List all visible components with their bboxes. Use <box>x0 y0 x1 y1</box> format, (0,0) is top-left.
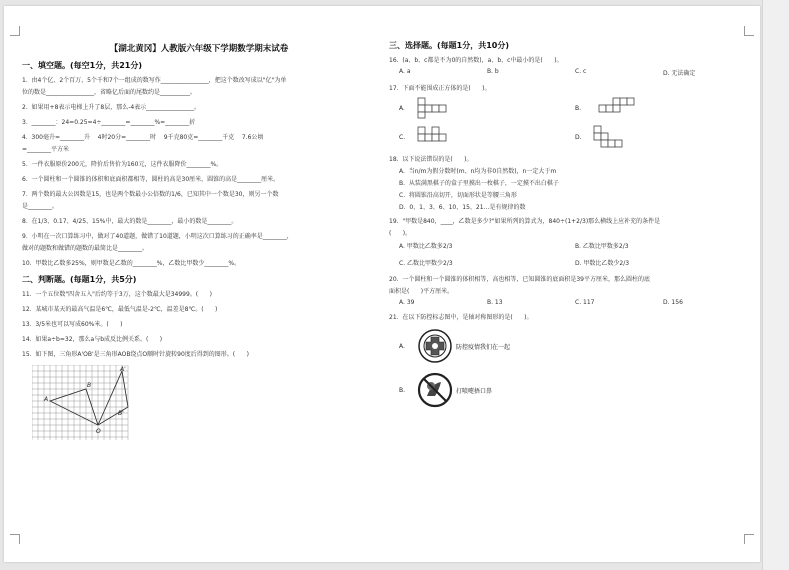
margin-mark <box>10 534 20 544</box>
option-a-label: A. <box>399 104 405 112</box>
label-o: O <box>96 428 101 435</box>
option-b-caption: 打喷嚏捂口鼻 <box>456 387 493 395</box>
label-a: A <box>44 396 49 403</box>
cube-net-d-icon <box>593 125 633 149</box>
question-7-cont: 是________。 <box>22 203 59 210</box>
question-20: 20. 一个圆柱和一个圆锥的体积相等，高也相等，已知圆锥的底面积是39平方厘米，那么圆柱的底 <box>389 276 650 283</box>
option-c <box>399 125 575 149</box>
option-d-label: D. <box>575 133 582 141</box>
option-d: D. 0、1、3、6、10、15、21…是有规律的数 <box>399 204 526 211</box>
question-4-cont: =________平方米 <box>22 146 70 153</box>
question-18: 18. 以下说法错误的是( )。 <box>389 156 473 163</box>
option-a: A. 当n/m为假分数时(m、n均为非0自然数)，n一定大于m <box>399 168 557 175</box>
option-b <box>399 372 751 408</box>
section-fill-heading: 一、填空题。(每空1分，共21分) <box>22 61 143 70</box>
label-a2: A' <box>120 366 126 373</box>
question-17: 17. 下面不能围成正方体的是( )。 <box>389 85 491 92</box>
option-a <box>399 328 751 364</box>
option-b-label: B. <box>399 386 406 394</box>
question-15: 15. 如下图，三角形A'OB'是三角形AOB绕点O顺时针旋转90度后得到的图形。( ) <box>22 351 249 358</box>
option-d: D. 无法确定 <box>663 70 696 77</box>
option-c: C. 117 <box>575 299 595 306</box>
option-b <box>575 97 751 119</box>
question-9: 9. 小明在一次口算练习中，做对了40道题，做错了10道题，小明这次口算练习的正确率是________， <box>22 233 293 240</box>
label-b2: B' <box>118 410 124 417</box>
option-d: D. 156 <box>663 299 683 306</box>
option-c: C. 将圆锥沿高切开，切面形状是等腰三角形 <box>399 192 517 199</box>
option-a: A. a <box>399 68 411 75</box>
question-16: 16. (a、b、c都是不为0的自然数)，a、b、c中最小的是( )。 <box>389 57 563 64</box>
cube-net-a-icon <box>417 97 457 119</box>
question-5: 5. 一件衣服原价200元，降价后售价为160元，这件衣服降价________%。 <box>22 161 223 168</box>
question-20-options <box>399 299 751 306</box>
question-16-options <box>399 68 751 77</box>
question-19: 19. "甲数是840，____，乙数是多少?"如果所列的算式为，840÷(1+2/3)那么横线上应补充的条件是 <box>389 218 661 225</box>
section-judge-heading: 二、判断题。(每题1分，共5分) <box>22 275 137 284</box>
question-8: 8. 在1/3、0.17、4/25、15%中，最大的数是________，最小的数是________。 <box>22 218 238 225</box>
rotation-grid-figure <box>32 365 132 443</box>
option-b: B. 13 <box>487 299 503 306</box>
option-b: B. 从装满黑棋子的盒子里摸出一枚棋子，一定摸不出白棋子 <box>399 180 559 187</box>
option-b: B. 乙数比甲数多2/3 <box>575 243 629 250</box>
question-18-options <box>399 167 751 212</box>
question-9-cont: 做对的题数和做错的题数的最简比是________。 <box>22 245 149 252</box>
section-choice-heading: 三、选择题。(每题1分，共10分) <box>389 41 510 50</box>
question-4: 4. 300毫升=________升 4时20分=________时 9千克80克=________千克 7.6公顷 <box>22 134 264 141</box>
question-12: 12. 某城市某天的最高气温是6℃，最低气温是-2℃，温差是8℃。( ) <box>22 306 218 313</box>
option-c: C. 乙数比甲数少2/3 <box>399 260 453 267</box>
question-14: 14. 如果a÷b=32，那么a与b成反比例关系。( ) <box>22 336 163 343</box>
label-b: B <box>87 382 92 389</box>
question-2: 2. 如果用+8表示电梯上升了8层，那么-4表示________________。 <box>22 104 201 111</box>
question-13: 13. 3/5米也可以写成60%米。( ) <box>22 321 123 328</box>
option-a: A. 39 <box>399 299 415 306</box>
option-a-label: A. <box>399 342 405 350</box>
margin-mark <box>744 26 754 36</box>
option-c: C. c <box>575 68 587 75</box>
question-20-cont: 面积是( )平方厘米。 <box>389 288 454 295</box>
question-11: 11. 一个五位数"四舍五入"后约等于3万，这个数最大是34999。( ) <box>22 291 212 298</box>
option-a: A. 甲数比乙数多2/3 <box>399 243 453 250</box>
question-10: 10. 甲数比乙数多25%，则甲数是乙数的________%，乙数比甲数少________%。 <box>22 260 241 267</box>
option-b-label: B. <box>575 104 582 112</box>
question-7: 7. 两个数的最大公因数是15，也是两个数最小公倍数的1/6，已知其中一个数是30，则另一个数 <box>22 191 279 198</box>
cube-net-b-icon <box>593 97 643 119</box>
question-21: 21. 在以下防控标志图中，是轴对称图形的是( )。 <box>389 314 533 321</box>
right-column <box>389 38 751 412</box>
option-a-caption: 防控疫情我们在一起 <box>456 343 511 351</box>
margin-mark <box>744 534 754 544</box>
question-3: 3. ________：24=0.25=4÷________=________%=________折 <box>22 119 196 126</box>
cube-net-c-icon <box>417 126 457 148</box>
question-19-cont: ( )。 <box>389 230 412 237</box>
option-d <box>575 125 751 149</box>
option-b: B. b <box>487 68 499 75</box>
exam-title: 【湖北黄冈】人教版六年级下学期数学期末试卷 <box>109 44 289 54</box>
margin-mark <box>10 26 20 36</box>
question-1-cont: 位的数是________________，省略亿后面的尾数约是__________。 <box>22 89 197 96</box>
option-a <box>399 97 575 119</box>
question-19-options <box>399 241 751 267</box>
question-17-options <box>399 97 751 149</box>
option-d: D. 甲数比乙数少2/3 <box>575 260 630 267</box>
option-c-label: C. <box>399 133 406 141</box>
left-column <box>22 38 376 443</box>
window-scroll-panel[interactable] <box>762 0 789 570</box>
epidemic-badge-icon <box>417 328 453 364</box>
question-6: 6. 一个圆柱和一个圆锥的体积和底面积都相等，圆柱的高是30厘米，圆锥的高是________厘米。 <box>22 176 280 183</box>
question-1: 1. 由4个亿、2个百万、5个千和7个一组成的数写作________________，把这个数改写成以"亿"为单 <box>22 77 287 84</box>
cover-sneeze-icon <box>417 372 453 408</box>
